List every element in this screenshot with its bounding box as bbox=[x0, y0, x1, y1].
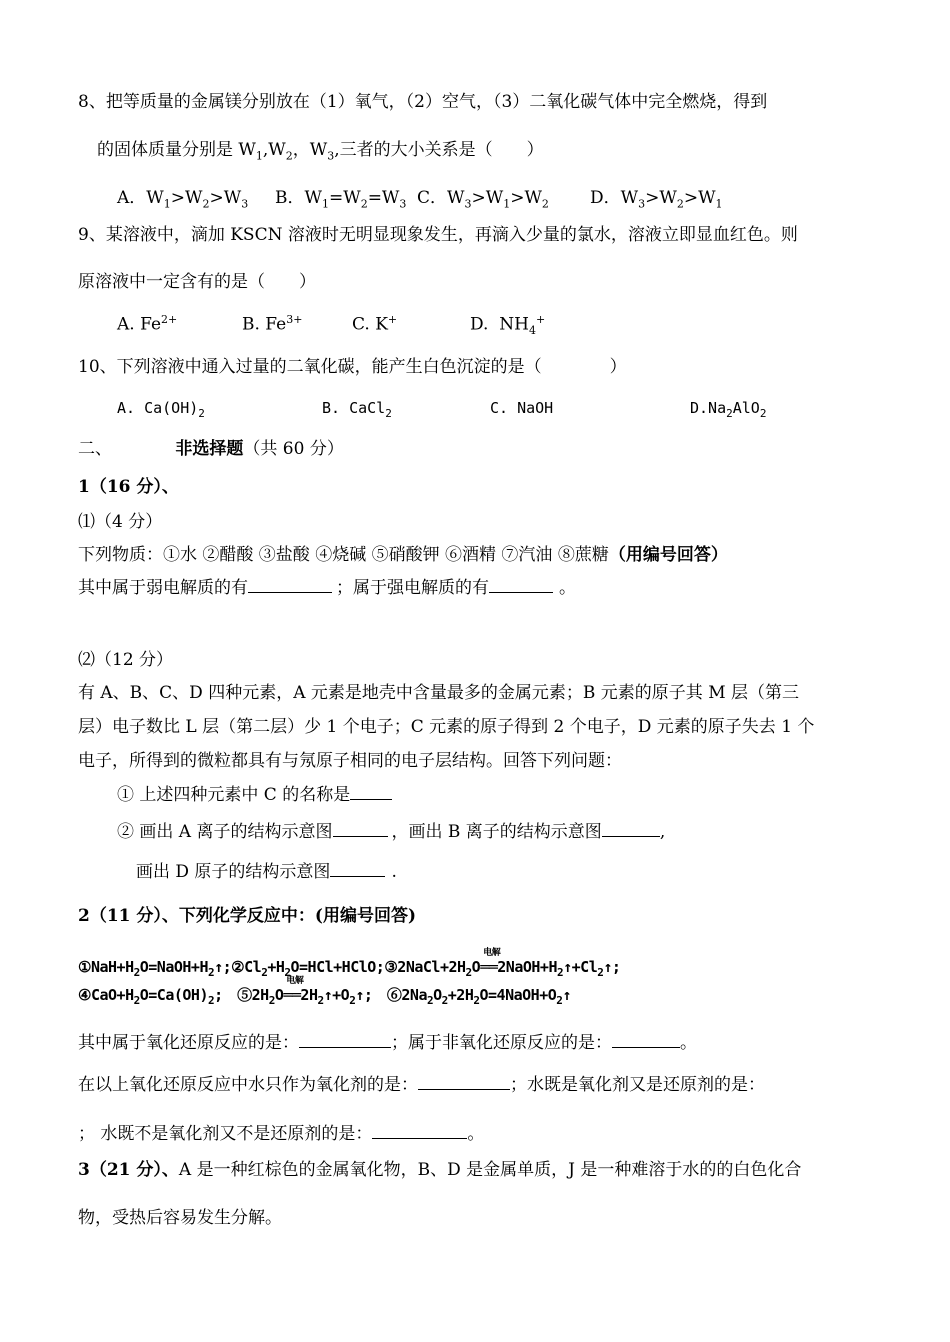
q10-option-d: $D.Na_2AlO_2$ bbox=[690, 399, 767, 420]
p2-equation-line2: $④CaO+H_2O=Ca(OH)_2$; $⑤2H_2O$ 电解 $══2H_2↑+O_2↑$; $⑥2Na_2O_2+2H_2O=4NaOH+O_2↑$ bbox=[78, 976, 571, 1007]
p1-sub2-line1: 有 A、B、C、D 四种元素，A 元素是地壳中含量最多的金属元素；B 元素的原子其 M 层（第三 bbox=[78, 683, 800, 703]
p1-sub2-line3: 电子，所得到的微粒都具有与氖原子相同的电子层结构。回答下列问题： bbox=[78, 751, 622, 771]
strong-electrolyte-blank[interactable] bbox=[489, 591, 553, 593]
q9-option-d: D. $NH_4^+$ bbox=[470, 313, 546, 338]
q10-option-c: C. NaOH bbox=[490, 399, 554, 417]
a-ion-diagram-blank[interactable] bbox=[333, 835, 388, 837]
q9-option-a: A. $Fe^{2+}$ bbox=[117, 313, 178, 335]
p2-equation-line1: $①NaH+H_2O=NaOH+H_2↑;②Cl_2+H_2O=HCl+HClO;③2NaCl+2H_2O$ 电解 $══2NaOH+H_2↑+Cl_2↑$; bbox=[78, 948, 621, 979]
q9-option-c: C. K+ bbox=[352, 313, 398, 335]
p2-line1: 其中属于氧化还原反应的是： ；属于非氧化还原反应的是： 。 bbox=[78, 1033, 697, 1053]
q9-option-b: B. $Fe^{3+}$ bbox=[242, 313, 303, 335]
b-ion-diagram-blank[interactable] bbox=[602, 835, 660, 837]
q10-option-a: A. $Ca(OH)_2$ bbox=[117, 399, 205, 420]
electrolysis-label-2: 电解 bbox=[286, 976, 304, 986]
p1-heading: 1（16 分）、 bbox=[78, 477, 179, 497]
p1-question-c: 画出 D 原子的结构示意图 . bbox=[136, 862, 397, 882]
p2-heading: 2（11 分）、下列化学反应中：(用编号回答) bbox=[78, 906, 416, 926]
p1-sub2-heading: ⑵（12 分） bbox=[78, 650, 174, 670]
p1-sub1-heading: ⑴（4 分） bbox=[78, 512, 163, 532]
section2-title: 非选择题 bbox=[175, 439, 244, 459]
p1-sub1-line2: 其中属于弱电解质的有 ；属于强电解质的有 。 bbox=[78, 578, 576, 598]
p3-line1: 3（21 分）、A 是一种红棕色的金属氧化物，B、D 是金属单质，J 是一种难溶于水的的白色化合 bbox=[78, 1160, 802, 1180]
section2-heading bbox=[78, 439, 344, 459]
q10-option-b: B. CaCl$_2$ bbox=[322, 399, 392, 420]
p1-sub1-line1: 下列物质：①水 ②醋酸 ③盐酸 ④烧碱 ⑤硝酸钾 ⑥酒精 ⑦汽油 ⑧蔗糖（用编号回答） bbox=[78, 545, 728, 565]
p1-question-b: ② 画出 A 离子的结构示意图 ，画出 B 离子的结构示意图 , bbox=[117, 822, 666, 842]
p1-sub2-line2: 层）电子数比 L 层（第二层）少 1 个电子；C 元素的原子得到 2 个电子，D 元素的原子失去 1 个 bbox=[78, 717, 815, 737]
non-redox-blank[interactable] bbox=[612, 1046, 680, 1048]
c-name-blank[interactable] bbox=[350, 798, 392, 800]
p1-question-a: ① 上述四种元素中 C 的名称是 bbox=[117, 785, 392, 805]
q8-option-d: D．$W_3>W_2>W_1$ bbox=[590, 188, 723, 211]
p2-line3: ； 水既不是氧化剂又不是还原剂的是： 。 bbox=[78, 1124, 485, 1144]
section2-points: （共 60 分） bbox=[243, 439, 344, 459]
redox-blank[interactable] bbox=[299, 1046, 391, 1048]
q8-option-a: A．$W_1>W_2>W_3$ bbox=[117, 188, 249, 211]
q8-line2: 的固体质量分别是 $W_1,W_2$，$W_3$,三者的大小关系是（ ） bbox=[97, 140, 544, 163]
oxidizer-only-blank[interactable] bbox=[418, 1088, 510, 1090]
electrolysis-label-1: 电解 bbox=[483, 948, 501, 958]
weak-electrolyte-blank[interactable] bbox=[248, 591, 332, 593]
section2-number: 二、 bbox=[78, 439, 112, 459]
q8-option-c: C．$W_3>W_1>W_2$ bbox=[417, 188, 549, 211]
q9-line2: 原溶液中一定含有的是（ ） bbox=[78, 272, 316, 292]
p3-line2: 物，受热后容易发生分解。 bbox=[78, 1208, 282, 1228]
q8-line1: 8、把等质量的金属镁分别放在（1）氧气，（2）空气，（3）二氧化碳气体中完全燃烧，得到 bbox=[78, 92, 768, 112]
d-atom-diagram-blank[interactable] bbox=[330, 875, 385, 877]
p2-line2: 在以上氧化还原反应中水只作为氧化剂的是： ；水既是氧化剂又是还原剂的是： bbox=[78, 1075, 765, 1095]
q8-option-b: B．$W_1=W_2=W_3$ bbox=[275, 188, 407, 211]
q9-line1: 9、某溶液中，滴加 KSCN 溶液时无明显现象发生，再滴入少量的氯水，溶液立即显血红色。则 bbox=[78, 225, 798, 245]
neither-blank[interactable] bbox=[372, 1137, 467, 1139]
q10-line1: 10、下列溶液中通入过量的二氧化碳，能产生白色沉淀的是（ ） bbox=[78, 357, 627, 377]
